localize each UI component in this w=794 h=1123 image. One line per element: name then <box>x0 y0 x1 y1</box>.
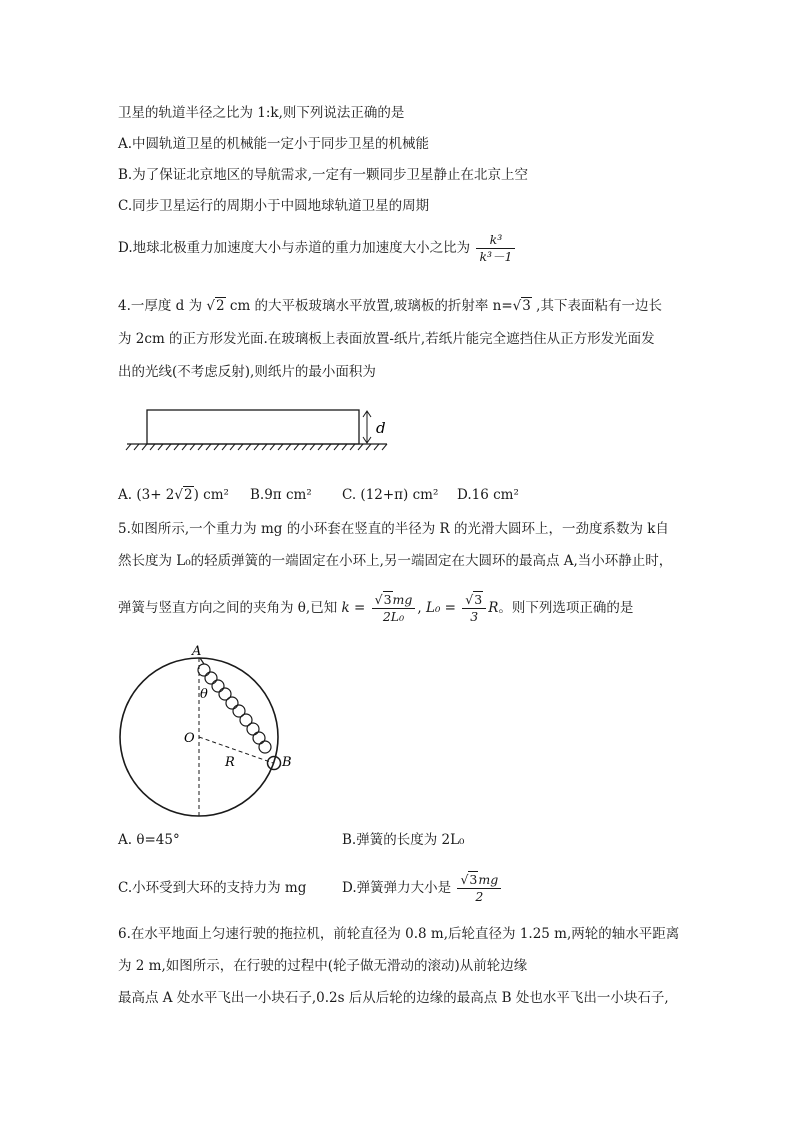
theta-label: θ <box>200 687 208 702</box>
q5-line-3: 弹簧与竖直方向之间的夹角为 θ,已知 k = $\frac{√3mg}{\text{2L₀}}$ , L₀ = $\frac{√3}{3}$ R。则下列选项正确的是 <box>118 592 634 624</box>
q6-line-3: 最高点 A 处水平飞出一小块石子,0.2s 后从后轮的边缘的最高点 B 处也水平飞出一小块石子, <box>118 990 669 1006</box>
q3-intro: 卫星的轨道半径之比为 1:k,则下列说法正确的是 <box>118 105 405 121</box>
point-a-label: A <box>192 644 202 659</box>
ground-hatching <box>126 444 387 450</box>
q4-line-3: 出的光线(不考虑反射),则纸片的最小面积为 <box>118 364 376 380</box>
q5-option-d-fraction: $\frac{√3mg}{2}$ <box>457 872 501 905</box>
q3-option-d-fraction: $\frac{\text{k³}}{\text{k³－1}}$ <box>476 232 515 265</box>
sqrt-symbol: √3 <box>374 592 392 607</box>
thickness-label: d <box>376 419 386 437</box>
sqrt-symbol: √2 <box>174 487 193 503</box>
glass-plate-figure <box>125 396 395 456</box>
q3-option-b: B.为了保证北京地区的导航需求,一定有一颗同步卫星静止在北京上空 <box>118 167 529 183</box>
q4-option-c: C. (12+π) cm² <box>342 487 439 503</box>
sqrt-symbol: √3 <box>465 592 483 607</box>
q5-option-c: C.小环受到大环的支持力为 mg <box>118 880 307 896</box>
l0-fraction: $\frac{√3}{3}$ <box>462 592 486 625</box>
sqrt-symbol: √3 <box>512 298 531 314</box>
q5-option-a: A. θ=45° <box>118 832 180 848</box>
center-o-label: O <box>184 731 195 746</box>
q3-option-c: C.同步卫星运行的周期小于中圆地球轨道卫星的周期 <box>118 198 430 214</box>
q5-line-2: 然长度为 L₀的轻质弹簧的一端固定在小环上,另一端固定在大圆环的最高点 A,当小环静止时， <box>118 553 673 569</box>
q4-option-b: B.9π cm² <box>250 487 312 503</box>
radius-line <box>199 737 273 763</box>
k-fraction: $\frac{√3mg}{\text{2L₀}}$ <box>372 592 416 625</box>
q4-line-1: 4.一厚度 d 为 √2 cm 的大平板玻璃水平放置,玻璃板的折射率 n=√3 ,其下表面粘有一边长 <box>118 298 662 314</box>
sqrt-symbol: √3 <box>460 872 478 887</box>
ring-spring-figure <box>118 642 318 842</box>
q3-option-d: D.地球北极重力加速度大小与赤道的重力加速度大小之比为 $\frac{\text{k³}}{\text{k³－1}}$ <box>118 232 517 265</box>
q4-line-2: 为 2cm 的正方形发光面.在玻璃板上表面放置-纸片,若纸片能完全遮挡住从正方形发光面发 <box>118 331 655 347</box>
q4-option-a: A. (3+ 2√2) cm² <box>118 487 229 503</box>
q5-line-1: 5.如图所示,一个重力为 mg 的小环套在竖直的半径为 R 的光滑大圆环上，一劲度系数为 k自 <box>118 521 669 537</box>
radius-r-label: R <box>225 755 235 770</box>
q5-option-d: D.弹簧弹力大小是 $\frac{√3mg}{2}$ <box>342 872 503 905</box>
q4-options <box>118 486 229 504</box>
q3-option-a: A.中圆轨道卫星的机械能一定小于同步卫星的机械能 <box>118 136 430 152</box>
q4-option-d: D.16 cm² <box>457 487 519 503</box>
spring-coil <box>198 664 271 753</box>
glass-plate <box>147 410 359 444</box>
q5-option-b: B.弹簧的长度为 2L₀ <box>342 832 465 848</box>
point-b-label: B <box>282 755 292 770</box>
q6-line-2: 为 2 m,如图所示，在行驶的过程中(轮子做无滑动的滚动)从前轮边缘 <box>118 958 528 974</box>
sqrt-symbol: √2 <box>206 298 225 314</box>
q6-line-1: 6.在水平地面上匀速行驶的拖拉机，前轮直径为 0.8 m,后轮直径为 1.25 m,两轮的轴水平距离 <box>118 926 680 942</box>
